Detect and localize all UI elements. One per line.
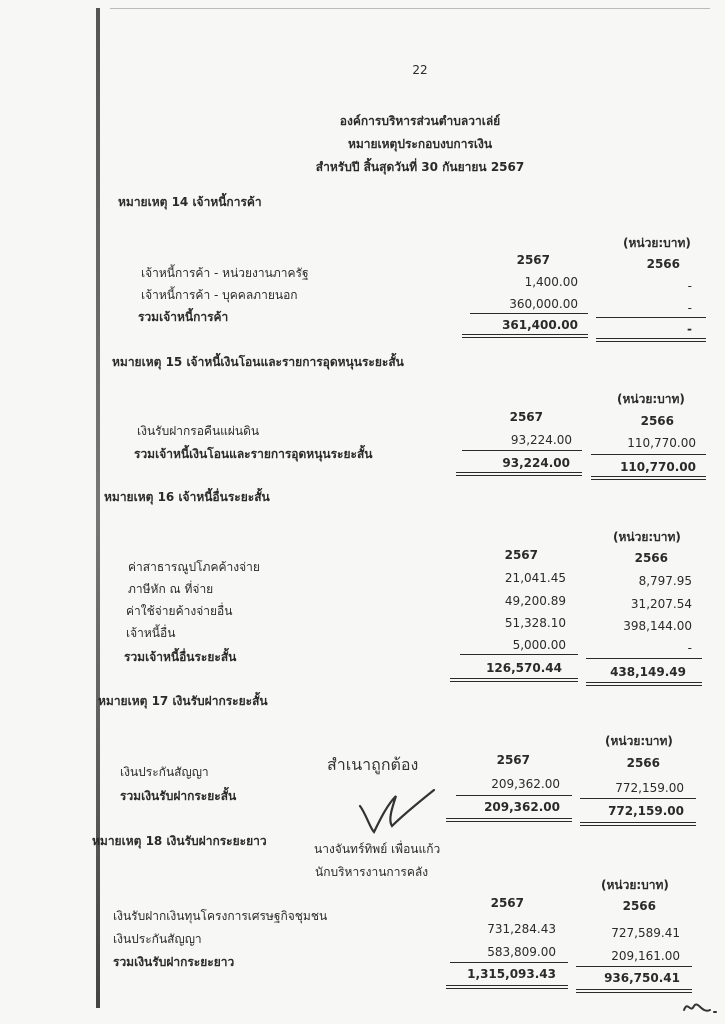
subtotal-rule bbox=[456, 795, 572, 796]
year-current: 2567 bbox=[490, 896, 524, 910]
unit-label: (หน่วย:บาท) bbox=[623, 236, 691, 250]
row-value-current: 583,809.00 bbox=[487, 945, 556, 959]
note-heading: หมายเหตุ 18 เงินรับฝากระยะยาว bbox=[92, 834, 267, 848]
certified-copy-stamp: สำเนาถูกต้อง bbox=[327, 755, 419, 774]
total-label: รวมเงินรับฝากระยะสั้น bbox=[120, 789, 237, 803]
signer-position: นักบริหารงานการคลัง bbox=[315, 865, 429, 879]
subtotal-rule bbox=[450, 962, 568, 963]
row-label: เงินรับฝากเงินทุนโครงการเศรษฐกิจชุมชน bbox=[113, 909, 328, 923]
total-double-rule bbox=[456, 472, 582, 476]
row-value-current: 21,041.45 bbox=[504, 571, 566, 585]
row-label: ภาษีหัก ณ ที่จ่าย bbox=[128, 582, 214, 596]
scan-edge-line bbox=[110, 8, 710, 9]
document-title: หมายเหตุประกอบงบการเงิน bbox=[347, 137, 493, 151]
row-value-prior: - bbox=[687, 301, 692, 315]
note-heading: หมายเหตุ 15 เจ้าหนี้เงินโอนและรายการอุดหนุนระยะสั้น bbox=[112, 355, 404, 369]
total-value-current: 93,224.00 bbox=[502, 456, 570, 470]
subtotal-rule bbox=[460, 654, 578, 655]
total-value-current: 1,315,093.43 bbox=[467, 967, 556, 981]
year-prior: 2566 bbox=[626, 756, 660, 770]
signature-mark bbox=[352, 784, 442, 844]
total-double-rule bbox=[450, 678, 578, 682]
row-value-prior: 727,589.41 bbox=[611, 926, 680, 940]
row-label: เงินรับฝากรอคืนแผ่นดิน bbox=[137, 424, 260, 438]
row-value-current: 209,362.00 bbox=[491, 777, 560, 791]
note-heading: หมายเหตุ 16 เจ้าหนี้อื่นระยะสั้น bbox=[104, 490, 270, 504]
total-double-rule bbox=[576, 989, 692, 993]
total-value-prior: 110,770.00 bbox=[620, 460, 696, 474]
row-value-prior: - bbox=[687, 279, 692, 293]
subtotal-rule bbox=[576, 966, 692, 967]
subtotal-rule bbox=[470, 313, 588, 314]
unit-label: (หน่วย:บาท) bbox=[601, 878, 669, 892]
year-prior: 2566 bbox=[634, 551, 668, 565]
total-value-prior: 438,149.49 bbox=[610, 665, 686, 679]
total-label: รวมเจ้าหนี้อื่นระยะสั้น bbox=[124, 650, 237, 664]
row-value-current: 49,200.89 bbox=[504, 594, 566, 608]
total-label: รวมเงินรับฝากระยะยาว bbox=[113, 955, 235, 969]
year-prior: 2566 bbox=[622, 899, 656, 913]
year-prior: 2566 bbox=[640, 414, 674, 428]
note-heading: หมายเหตุ 14 เจ้าหนี้การค้า bbox=[118, 195, 262, 209]
total-value-current: 361,400.00 bbox=[502, 318, 578, 332]
total-value-prior: 936,750.41 bbox=[604, 971, 680, 985]
total-label: รวมเจ้าหนี้เงินโอนและรายการอุดหนุนระยะสั้น bbox=[134, 447, 373, 461]
total-value-current: 126,570.44 bbox=[486, 661, 562, 675]
period-line: สำหรับปี สิ้นสุดวันที่ 30 กันยายน 2567 bbox=[315, 160, 525, 174]
row-value-current: 1,400.00 bbox=[524, 275, 578, 289]
row-value-current: 5,000.00 bbox=[512, 638, 566, 652]
total-double-rule bbox=[462, 334, 588, 338]
total-double-rule bbox=[580, 822, 696, 826]
total-value-prior: 772,159.00 bbox=[608, 804, 684, 818]
row-value-prior: 209,161.00 bbox=[611, 949, 680, 963]
subtotal-rule bbox=[580, 798, 696, 799]
total-double-rule bbox=[596, 338, 706, 342]
unit-label: (หน่วย:บาท) bbox=[613, 530, 681, 544]
total-double-rule bbox=[591, 476, 706, 480]
year-current: 2567 bbox=[516, 253, 550, 267]
year-current: 2567 bbox=[504, 548, 538, 562]
unit-label: (หน่วย:บาท) bbox=[617, 392, 685, 406]
year-current: 2567 bbox=[496, 753, 530, 767]
signer-name: นางจันทร์ทิพย์ เพื่อนแก้ว bbox=[314, 842, 441, 856]
row-label: ค่าสาธารณูปโภคค้างจ่าย bbox=[128, 560, 260, 574]
page-binding-edge bbox=[96, 8, 100, 1008]
row-value-prior: 8,797.95 bbox=[638, 574, 692, 588]
org-name: องค์การบริหารส่วนตำบลวาเล่ย์ bbox=[339, 114, 501, 128]
row-label: เงินประกันสัญญา bbox=[113, 932, 202, 946]
total-double-rule bbox=[586, 682, 702, 686]
row-value-prior: - bbox=[687, 641, 692, 655]
total-label: รวมเจ้าหนี้การค้า bbox=[138, 310, 229, 324]
row-label: เจ้าหนี้อื่น bbox=[126, 626, 176, 640]
row-label: เงินประกันสัญญา bbox=[120, 765, 209, 779]
initial-mark bbox=[680, 996, 720, 1020]
year-prior: 2566 bbox=[646, 257, 680, 271]
row-label: เจ้าหนี้การค้า - บุคคลภายนอก bbox=[141, 288, 298, 302]
row-label: ค่าใช้จ่ายค้างจ่ายอื่น bbox=[126, 604, 233, 618]
year-current: 2567 bbox=[509, 410, 543, 424]
total-double-rule bbox=[446, 818, 572, 822]
subtotal-rule bbox=[586, 658, 702, 659]
total-double-rule bbox=[446, 985, 568, 989]
row-value-prior: 31,207.54 bbox=[630, 597, 692, 611]
subtotal-rule bbox=[596, 317, 706, 318]
row-label: เจ้าหนี้การค้า - หน่วยงานภาครัฐ bbox=[141, 266, 309, 280]
row-value-current: 51,328.10 bbox=[504, 616, 566, 630]
total-value-current: 209,362.00 bbox=[484, 800, 560, 814]
page-number: 22 bbox=[412, 63, 428, 77]
row-value-prior: 398,144.00 bbox=[623, 619, 692, 633]
row-value-current: 731,284.43 bbox=[487, 922, 556, 936]
total-value-prior: - bbox=[687, 322, 692, 336]
unit-label: (หน่วย:บาท) bbox=[605, 734, 673, 748]
row-value-prior: 772,159.00 bbox=[615, 781, 684, 795]
row-value-prior: 110,770.00 bbox=[627, 436, 696, 450]
note-heading: หมายเหตุ 17 เงินรับฝากระยะสั้น bbox=[98, 694, 268, 708]
row-value-current: 93,224.00 bbox=[510, 433, 572, 447]
subtotal-rule bbox=[591, 454, 706, 455]
row-value-current: 360,000.00 bbox=[509, 297, 578, 311]
subtotal-rule bbox=[462, 450, 582, 451]
